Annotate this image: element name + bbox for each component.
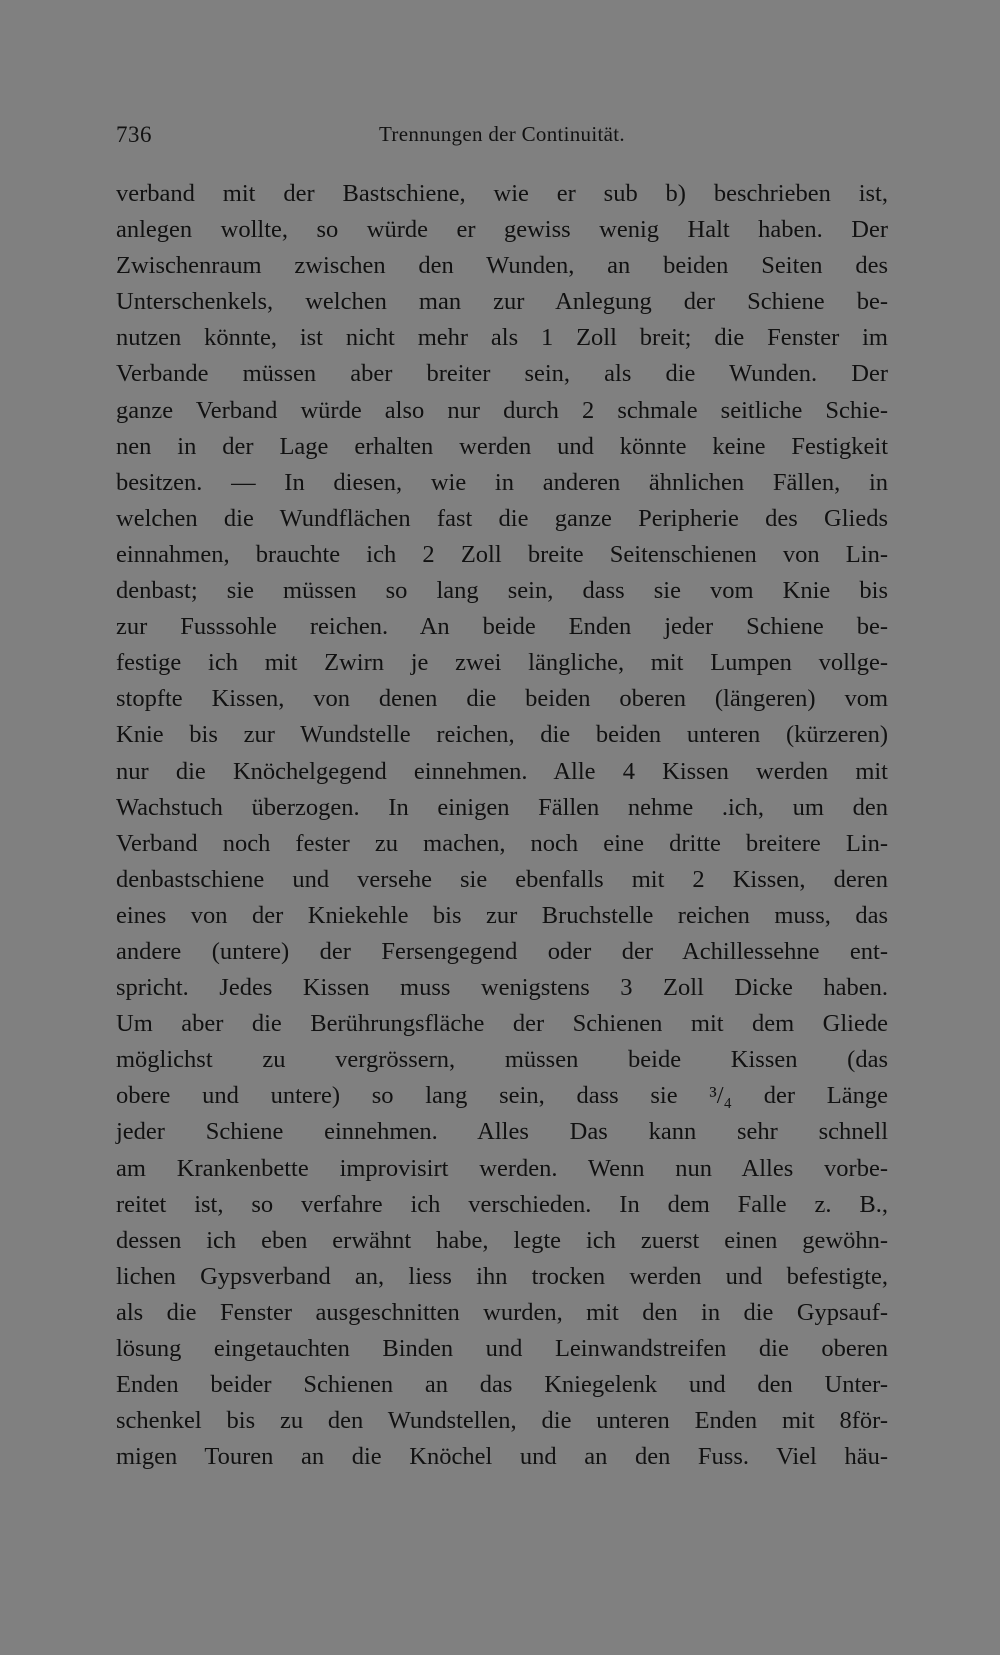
text-line: Enden beider Schienen an das Kniegelenk und den Unter- <box>116 1371 888 1399</box>
text-line: denbast; sie müssen so lang sein, dass sie vom Knie bis <box>116 577 888 605</box>
text-line: nur die Knöchelgegend einnehmen. Alle 4 Kissen werden mit <box>116 757 888 785</box>
text-line: nen in der Lage erhalten werden und könnte keine Festigkeit <box>116 432 888 460</box>
text-line: stopfte Kissen, von denen die beiden oberen (längeren) vom <box>116 685 888 713</box>
text-line: besitzen. — In diesen, wie in anderen ähnlichen Fällen, in <box>116 468 888 496</box>
text-line: Verband noch fester zu machen, noch eine dritte breitere Lin- <box>116 829 888 857</box>
text-line: reitet ist, so verfahre ich verschieden. In dem Falle z. B., <box>116 1190 888 1218</box>
running-header <box>116 122 888 152</box>
text-line: zur Fusssohle reichen. An beide Enden jeder Schiene be- <box>116 613 888 641</box>
text-line: eines von der Kniekehle bis zur Bruchstelle reichen muss, das <box>116 901 888 929</box>
text-line: Wachstuch überzogen. In einigen Fällen nehme .ich, um den <box>116 793 888 821</box>
text-line: spricht. Jedes Kissen muss wenigstens 3 Zoll Dicke haben. <box>116 974 888 1002</box>
text-line: Unterschenkels, welchen man zur Anlegung der Schiene be- <box>116 288 888 316</box>
text-line: als die Fenster ausgeschnitten wurden, mit den in die Gypsauf- <box>116 1298 888 1326</box>
text-line: Um aber die Berührungsfläche der Schienen mit dem Gliede <box>116 1010 888 1038</box>
text-line: Zwischenraum zwischen den Wunden, an beiden Seiten des <box>116 252 888 280</box>
text-line: nutzen könnte, ist nicht mehr als 1 Zoll breit; die Fenster im <box>116 324 888 352</box>
text-line: jeder Schiene einnehmen. Alles Das kann sehr schnell <box>116 1118 888 1146</box>
text-line: denbastschiene und versehe sie ebenfalls mit 2 Kissen, deren <box>116 865 888 893</box>
text-line: lichen Gypsverband an, liess ihn trocken werden und befestigte, <box>116 1262 888 1290</box>
page-number: 736 <box>116 122 152 147</box>
text-line: möglichst zu vergrössern, müssen beide Kissen (das <box>116 1046 888 1074</box>
text-line: schenkel bis zu den Wundstellen, die unteren Enden mit 8för- <box>116 1407 888 1435</box>
running-title: Trennungen der Continuität. <box>379 122 625 146</box>
text-line: festige ich mit Zwirn je zwei längliche, mit Lumpen vollge- <box>116 649 888 677</box>
text-line: welchen die Wundflächen fast die ganze Peripherie des Glieds <box>116 504 888 532</box>
text-line: lösung eingetauchten Binden und Leinwandstreifen die oberen <box>116 1335 888 1362</box>
text-line: Verbande müssen aber breiter sein, als die Wunden. Der <box>116 360 888 388</box>
text-line: dessen ich eben erwähnt habe, legte ich zuerst einen gewöhn- <box>116 1226 888 1254</box>
text-line: Knie bis zur Wundstelle reichen, die beiden unteren (kürzeren) <box>116 721 888 749</box>
text-line: verband mit der Bastschiene, wie er sub b) beschrieben ist, <box>116 180 888 207</box>
text-line: einnahmen, brauchte ich 2 Zoll breite Seitenschienen von Lin- <box>116 540 888 568</box>
text-line: am Krankenbette improvisirt werden. Wenn nun Alles vorbe- <box>116 1154 888 1182</box>
text-line: andere (untere) der Fersengegend oder der Achillessehne ent- <box>116 937 888 965</box>
text-line: obere und untere) so lang sein, dass sie ³/₄ der Länge <box>116 1082 888 1110</box>
text-line: anlegen wollte, so würde er gewiss wenig Halt haben. Der <box>116 216 888 244</box>
body-text <box>116 176 888 1475</box>
text-line: ganze Verband würde also nur durch 2 schmale seitliche Schie- <box>116 396 888 424</box>
text-line: migen Touren an die Knöchel und an den Fuss. Viel häu- <box>116 1443 888 1471</box>
